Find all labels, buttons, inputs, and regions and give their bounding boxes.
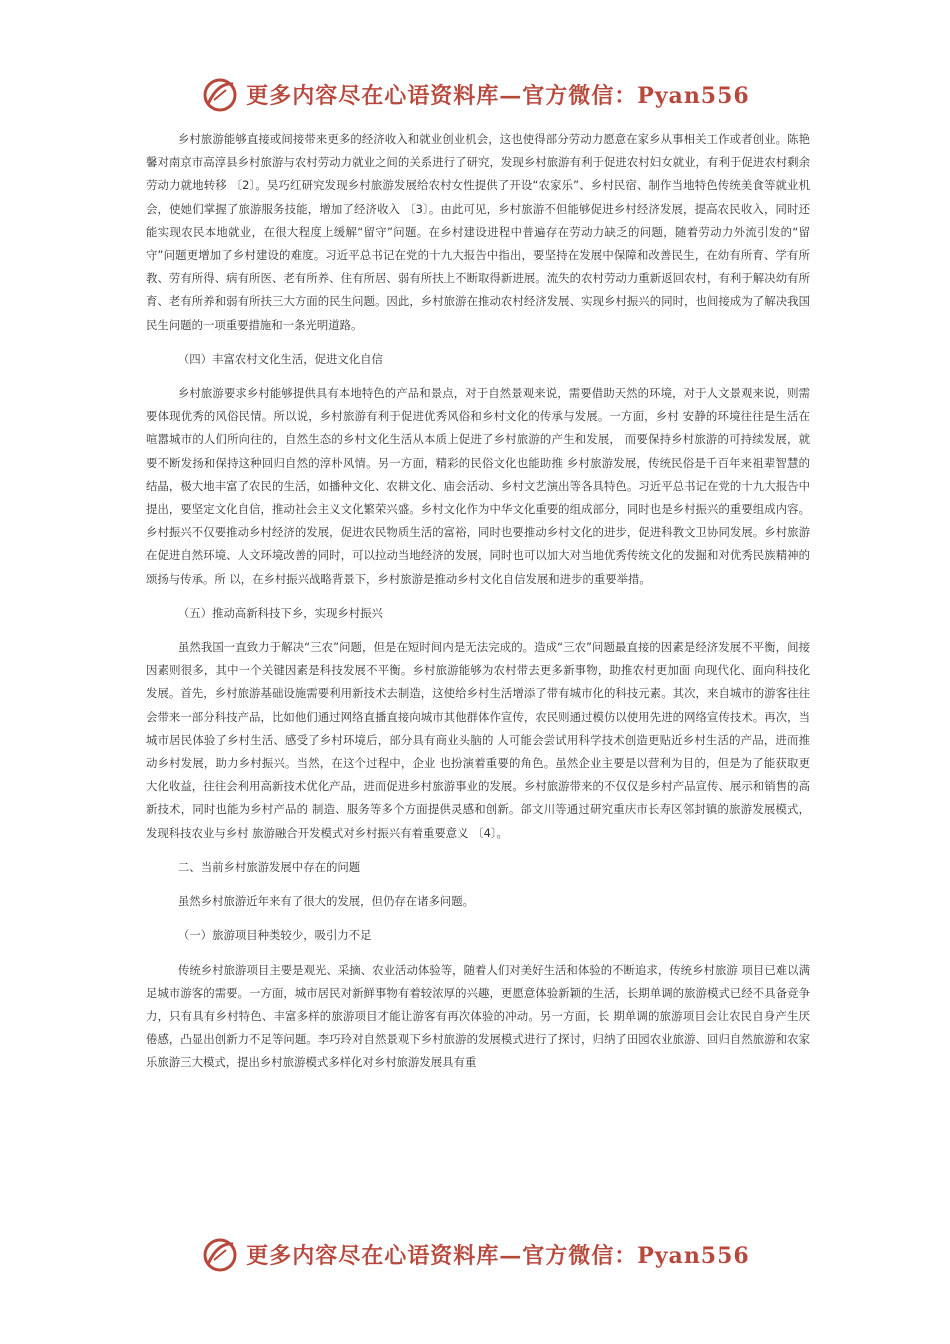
seal-logo-icon	[200, 1234, 240, 1274]
seal-logo-icon	[200, 74, 240, 114]
paragraph-gap	[146, 913, 810, 924]
paragraph-gap	[146, 845, 810, 856]
watermark-banner-top	[0, 72, 950, 116]
body-paragraph: 传统乡村旅游项目主要是观光、采摘、农业活动体验等，随着人们对美好生活和体验的不断追求，传统乡村旅游 项目已难以满足城市游客的需要。一方面，城市居民对新鲜事物有着较浓厚的兴趣，更愿意体验新颖的生活，长期单调的旅游模式已经不具备竞争力，只有具有乡村特色、丰富多样的旅游项目才能让游客有再次体验的冲动。另一方面，长 期单调的旅游项目会让农民自身产生厌倦感，凸显出创新力不足等问题。李巧玲对自然景观下乡村旅游的发展模式进行了探讨，归纳了田园农业旅游、回归自然旅游和农家乐旅游三大模式，提出乡村旅游模式多样化对乡村旅游发展具有重	[146, 962, 810, 1070]
section-heading: （四）丰富农村文化生活，促进文化自信	[177, 351, 383, 366]
paragraph-gap	[146, 625, 810, 636]
watermark-text: 更多内容尽在心语资料库—官方微信：Pyan556	[246, 1242, 750, 1269]
paragraph-gap	[146, 337, 810, 348]
section-heading: （一）旅游项目种类较少，吸引力不足	[177, 928, 372, 943]
watermark-banner-bottom	[0, 1232, 950, 1276]
body-paragraph: 虽然我国一直致力于解决“三农”问题，但是在短时间内是无法完成的。造成“三农”问题最直接的因素是经济发展不平衡，间接因素则很多，其中一个关键因素是科技发展不平衡。乡村旅游能够为农村带去更多新事物，助推农村更加面 向现代化、面向科技化发展。首先，乡村旅游基础设施需要利用新技术去制造，这使给乡村生活增添了带有城市化的科技元素。其次，来自城市的游客往往会带来一部分科技产品，比如他们通过网络直播直接向城市其他群体作宣传，农民则通过模仿以使用先进的网络宣传技术。再次，当城市居民体验了乡村生活、感受了乡村环境后，部分具有商业头脑的 人可能会尝试用科学技术创造更贴近乡村生活的产品，进而推动乡村发展，助力乡村振兴。当然，在这个过程中，企业 也扮演着重要的角色。虽然企业主要是以营利为目的，但是为了能获取更大化收益，往往会利用高新技术优化产品，进而促进乡村旅游事业的发展。乡村旅游带来的不仅仅是乡村产品宣传、展示和销售的高新技术，同时也能为乡村产品的 制造、服务等多个方面提供灵感和创新。郃文川等通过研究重庆市长寿区邻封镇的旅游发展模式，发现科技农业与乡村 旅游融合开发模式对乡村振兴有着重要意义 〔4〕。	[146, 640, 810, 840]
body-paragraph: 乡村旅游能够直接或间接带来更多的经济收入和就业创业机会，这也使得部分劳动力愿意在家乡从事相关工作或者创业。陈艳馨对南京市高淳县乡村旅游与农村劳动力就业之间的关系进行了研究，发现乡村旅游有利于促进农村妇女就业，有利于促进农村剩余劳动力就地转移 〔2〕。吴巧红研究发现乡村旅游发展给农村女性提供了开设“农家乐”、乡村民宿、制作当地特色传统美食等就业机会，使她们掌握了旅游服务技能，增加了经济收入 〔3〕。由此可见，乡村旅游不但能够促进乡村经济发展，提高农民收入，同时还能实现农民本地就业，在很大程度上缓解“留守”问题。在乡村建设进程中普遍存在劳动力缺乏的问题，随着劳动力外流引发的“留守”问题更增加了乡村建设的难度。习近平总书记在党的十九大报告中指出，要坚持在发展中保障和改善民生，在幼有所育、学有所教、劳有所得、病有所医、老有所养、住有所居、弱有所扶上不断取得新进展。流失的农村劳动力重新返回农村，有利于解决幼有所育、老有所养和弱有所扶三大方面的民生问题。因此，乡村旅游在推动农村经济发展、实现乡村振兴的同时，也间接成为了解决我国民生问题的一项重要措施和一条光明道路。	[146, 132, 810, 332]
document-body	[146, 128, 810, 1075]
section-heading: 二、当前乡村旅游发展中存在的问题	[177, 859, 361, 874]
section-heading: 虽然乡村旅游近年来有了很大的发展，但仍存在诸多问题。	[177, 894, 475, 909]
paragraph-gap	[146, 591, 810, 602]
body-paragraph: 乡村旅游要求乡村能够提供具有本地特色的产品和景点，对于自然景观来说，需要借助天然的环境，对于人文景观来说，则需要体现优秀的风俗民情。所以说，乡村旅游有利于促进优秀风俗和乡村文化的传承与发展。一方面，乡村 安静的环境往往是生活在喧嚣城市的人们所向往的，自然生态的乡村文化生活从本质上促进了乡村旅游的产生和发展， 而要保持乡村旅游的可持续发展，就要不断发扬和保持这种回归自然的淳朴风情。另一方面，精彩的民俗文化也能助推 乡村旅游发展，传统民俗是千百年来祖辈智慧的结晶，极大地丰富了农民的生活，如播种文化、农耕文化、庙会活动、乡村文艺演出等各具特色。习近平总书记在党的十九大报告中提出，要坚定文化自信，推动社会主义文化繁荣兴盛。乡村文化作为中华文化重要的组成部分，同时也是乡村振兴的重要组成内容。乡村振兴不仅要推动乡村经济的发展，促进农民物质生活的富裕，同时也要推动乡村文化的进步，促进科教文卫协同发展。乡村旅游在促进自然环境、人文环境改善的同时，可以拉动当地经济的发展，同时也可以加大对当地优秀传统文化的发掘和对优秀民族精神的颂扬与传承。所 以，在乡村振兴战略背景下，乡村旅游是推动乡村文化自信发展和进步的重要举措。	[146, 386, 810, 586]
watermark-text: 更多内容尽在心语资料库—官方微信：Pyan556	[246, 82, 750, 109]
paragraph-gap	[146, 948, 810, 959]
paragraph-gap	[146, 879, 810, 890]
paragraph-gap	[146, 371, 810, 382]
section-heading: （五）推动高新科技下乡，实现乡村振兴	[177, 605, 383, 620]
